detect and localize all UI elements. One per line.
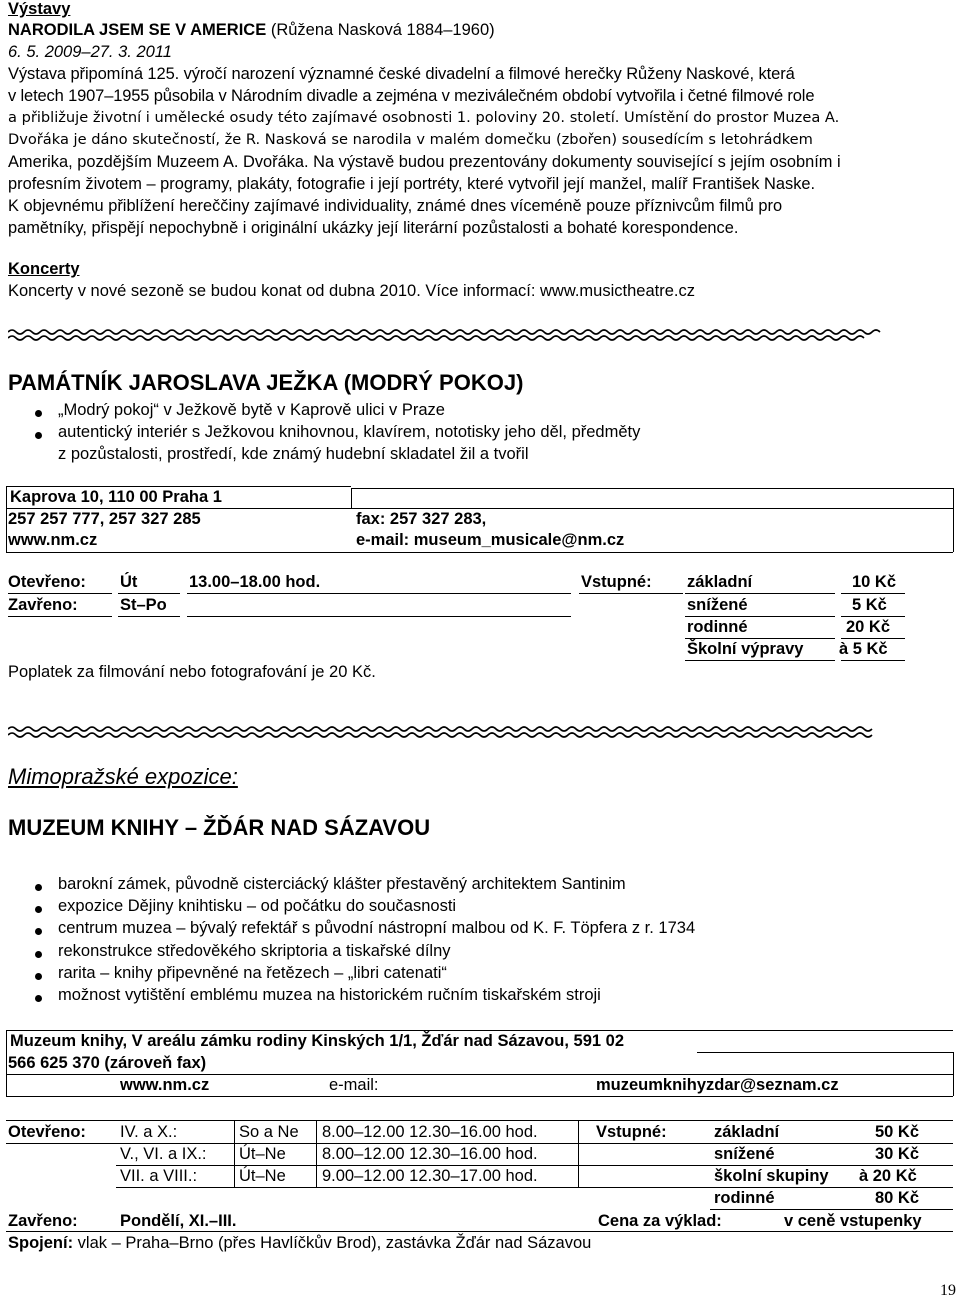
schedule-days: Út–Ne bbox=[239, 1145, 286, 1163]
muzeum-tour-value: v ceně vstupenky bbox=[784, 1212, 922, 1230]
schedule-months: V., VI. a IX.: bbox=[120, 1145, 207, 1163]
jezek-price-type: rodinné bbox=[687, 618, 748, 636]
concerts-text: Koncerty v nové sezoně se budou konat od dubna 2010. Více informací: www.musictheatre.cz bbox=[8, 282, 695, 300]
jezek-email[interactable]: e-mail: museum_musicale@nm.cz bbox=[356, 531, 625, 549]
jezek-closed-label: Zavřeno: bbox=[8, 596, 78, 614]
table-rule bbox=[841, 593, 905, 594]
box-border bbox=[351, 488, 352, 508]
exhibition-text-line-4: Dvořáka je dáno skutečností, že R. Nasková se narodila v malém domečku (zbořen) sousedícím s letohrádkem bbox=[8, 131, 813, 148]
table-rule bbox=[187, 593, 571, 594]
table-rule bbox=[6, 1231, 953, 1232]
exhibition-title bbox=[8, 21, 495, 40]
jezek-film-fee: Poplatek za filmování nebo fotografování je 20 Kč. bbox=[8, 663, 376, 681]
muzeum-bullet-5: rarita – knihy připevněné na řetězech – „libri catenati“ bbox=[58, 964, 447, 982]
jezek-entry-label: Vstupné: bbox=[581, 573, 652, 591]
jezek-price-value: 20 Kč bbox=[846, 618, 891, 636]
muzeum-price-type: snížené bbox=[714, 1145, 775, 1163]
jezek-closed-day: St–Po bbox=[120, 596, 167, 614]
muzeum-price-value: 80 Kč bbox=[875, 1189, 920, 1207]
muzeum-price-type: základní bbox=[714, 1123, 780, 1141]
table-rule bbox=[710, 1209, 953, 1210]
bullet-icon bbox=[35, 432, 42, 439]
table-rule bbox=[8, 616, 112, 617]
muzeum-transport-label: Spojení: bbox=[8, 1234, 74, 1252]
muzeum-tour-label: Cena za výklad: bbox=[598, 1212, 722, 1230]
jezek-price-type: Školní výpravy bbox=[687, 640, 804, 658]
table-rule bbox=[6, 1120, 953, 1121]
box-border bbox=[6, 486, 351, 487]
box-border bbox=[697, 1052, 953, 1053]
wave-divider bbox=[8, 328, 948, 342]
bullet-icon bbox=[35, 884, 42, 891]
jezek-open-time: 13.00–18.00 hod. bbox=[189, 573, 321, 591]
muzeum-phone: 566 625 370 (zároveň fax) bbox=[8, 1054, 207, 1072]
jezek-address: Kaprova 10, 110 00 Praha 1 bbox=[10, 488, 222, 506]
table-rule bbox=[6, 1143, 953, 1144]
muzeum-closed-value: Pondělí, XI.–III. bbox=[120, 1212, 237, 1230]
table-rule bbox=[118, 616, 180, 617]
muzeum-price-value: 30 Kč bbox=[875, 1145, 920, 1163]
exhibition-text-line-1: Výstava připomíná 125. výročí narození významné české divadelní a filmové herečky Růženy Naskové, která bbox=[8, 65, 795, 83]
jezek-open-day: Út bbox=[120, 573, 138, 591]
jezek-price-value: 5 Kč bbox=[852, 596, 887, 614]
muzeum-price-value: à 20 Kč bbox=[859, 1167, 917, 1185]
jezek-phone: 257 257 777, 257 327 285 bbox=[8, 510, 201, 528]
schedule-hours: 9.00–12.00 12.30–17.00 hod. bbox=[322, 1167, 538, 1185]
schedule-months: VII. a VIII.: bbox=[120, 1167, 198, 1185]
table-rule bbox=[685, 660, 835, 661]
jezek-bullet-2: autentický interiér s Ježkovou knihovnou, klavírem, nototisky jeho děl, předměty bbox=[58, 423, 641, 441]
table-rule bbox=[234, 1120, 235, 1187]
table-rule bbox=[841, 616, 905, 617]
box-border bbox=[351, 488, 953, 489]
muzeum-email-label: e-mail: bbox=[329, 1076, 379, 1094]
exhibition-title-bold: NARODILA JSEM SE V AMERICE bbox=[8, 21, 267, 39]
box-border bbox=[6, 486, 7, 552]
page-number: 19 bbox=[940, 1282, 956, 1299]
bullet-icon bbox=[35, 995, 42, 1002]
jezek-price-value: à 5 Kč bbox=[839, 640, 888, 658]
muzeum-address: Muzeum knihy, V areálu zámku rodiny Kinských 1/1, Žďár nad Sázavou, 591 02 bbox=[10, 1032, 625, 1050]
table-rule bbox=[841, 660, 905, 661]
table-rule bbox=[685, 638, 835, 639]
schedule-hours: 8.00–12.00 12.30–16.00 hod. bbox=[322, 1145, 538, 1163]
bullet-icon bbox=[35, 951, 42, 958]
muzeum-transport bbox=[8, 1234, 591, 1253]
table-rule bbox=[841, 638, 905, 639]
box-border bbox=[953, 488, 954, 552]
box-border bbox=[6, 508, 953, 509]
muzeum-bullet-4: rekonstrukce středověkého skriptoria a tiskařské dílny bbox=[58, 942, 451, 960]
muzeum-bullet-6: možnost vytištění emblému muzea na historickém ručním tiskařském stroji bbox=[58, 986, 601, 1004]
jezek-web-link[interactable]: www.nm.cz bbox=[8, 531, 98, 549]
box-border bbox=[6, 1074, 953, 1075]
jezek-open-label: Otevřeno: bbox=[8, 573, 86, 591]
muzeum-bullet-3: centrum muzea – bývalý refektář s původní nástropní malbou od K. F. Töpfera z r. 1734 bbox=[58, 919, 696, 937]
muzeum-web-link[interactable]: www.nm.cz bbox=[120, 1076, 210, 1094]
muzeum-knihy-title: MUZEUM KNIHY – ŽĎÁR NAD SÁZAVOU bbox=[8, 815, 431, 840]
bullet-icon bbox=[35, 410, 42, 417]
muzeum-email[interactable]: muzeumknihyzdar@seznam.cz bbox=[596, 1076, 839, 1094]
exhibition-text-line-8: pamětníky, přispějí nepochybně i originální ukázky její literární pozůstalosti a bohaté korespondence. bbox=[8, 219, 739, 237]
section-heading-vystavy: Výstavy bbox=[8, 0, 71, 18]
exhibition-text-line-3: a přibližuje životní i umělecké osudy této zajímavé osobnosti 1. poloviny 20. století. Umístění do prostor Muzea A. bbox=[8, 109, 840, 126]
jezek-price-type: snížené bbox=[687, 596, 748, 614]
bullet-icon bbox=[35, 906, 42, 913]
table-rule bbox=[187, 616, 571, 617]
jezek-bullet-2-cont: z pozůstalosti, prostředí, kde známý hudební skladatel žil a tvořil bbox=[58, 445, 529, 463]
table-rule bbox=[116, 1165, 953, 1166]
jezek-fax: fax: 257 327 283, bbox=[356, 510, 487, 528]
box-border bbox=[6, 1030, 7, 1096]
box-border bbox=[953, 1052, 954, 1096]
table-rule bbox=[685, 593, 835, 594]
schedule-months: IV. a X.: bbox=[120, 1123, 178, 1141]
muzeum-bullet-1: barokní zámek, původně cisterciácký klášter přestavěný architektem Santinim bbox=[58, 875, 626, 893]
muzeum-closed-label: Zavřeno: bbox=[8, 1212, 78, 1230]
muzeum-entry-label: Vstupné: bbox=[596, 1123, 667, 1141]
muzeum-price-type: školní skupiny bbox=[714, 1167, 829, 1185]
box-border bbox=[6, 1096, 953, 1097]
exhibition-text-line-2: v letech 1907–1955 působila v Národním divadle a zejména v meziválečném období vytvořila i četné filmové role bbox=[8, 87, 815, 105]
muzeum-transport-value: vlak – Praha–Brno (přes Havlíčkův Brod), zastávka Žďár nad Sázavou bbox=[73, 1234, 592, 1252]
schedule-days: So a Ne bbox=[239, 1123, 299, 1141]
exhibition-title-rest: (Růžena Nasková 1884–1960) bbox=[266, 21, 495, 39]
table-rule bbox=[316, 1120, 317, 1187]
bullet-icon bbox=[35, 973, 42, 980]
table-rule bbox=[116, 1187, 953, 1188]
jezek-price-value: 10 Kč bbox=[852, 573, 897, 591]
wave-divider bbox=[8, 725, 948, 739]
table-rule bbox=[579, 593, 683, 594]
table-rule bbox=[578, 1120, 579, 1187]
jezek-bullet-1: „Modrý pokoj“ v Ježkově bytě v Kaprově ulici v Praze bbox=[58, 401, 445, 419]
schedule-days: Út–Ne bbox=[239, 1167, 286, 1185]
exhibition-text-line-5: Amerika, pozdějším Muzeem A. Dvořáka. Na výstavě budou prezentovány dokumenty související s jejím osobním i bbox=[8, 153, 841, 171]
table-rule bbox=[118, 593, 180, 594]
muzeum-open-label: Otevřeno: bbox=[8, 1123, 86, 1141]
exhibition-dates: 6. 5. 2009–27. 3. 2011 bbox=[8, 43, 172, 61]
bullet-icon bbox=[35, 928, 42, 935]
box-border bbox=[6, 1030, 953, 1031]
table-rule bbox=[685, 616, 835, 617]
exhibition-text-line-6: profesním životem – programy, plakáty, fotografie i její portréty, které vytvořil její manžel, malíř František Naske. bbox=[8, 175, 816, 193]
exhibition-text-line-7: K objevnému přiblížení hereččiny zajímavé individuality, známé dnes víceméně pouze příznivcům filmů pro bbox=[8, 197, 783, 215]
section-heading-mimoprazske: Mimopražské expozice: bbox=[8, 764, 238, 789]
schedule-hours: 8.00–12.00 12.30–16.00 hod. bbox=[322, 1123, 538, 1141]
section-heading-koncerty: Koncerty bbox=[8, 260, 80, 278]
jezek-price-type: základní bbox=[687, 573, 753, 591]
muzeum-bullet-2: expozice Dějiny knihtisku – od počátku do současnosti bbox=[58, 897, 457, 915]
table-rule bbox=[8, 593, 112, 594]
muzeum-price-type: rodinné bbox=[714, 1189, 775, 1207]
box-border bbox=[6, 552, 953, 553]
jezek-title: PAMÁTNÍK JAROSLAVA JEŽKA (MODRÝ POKOJ) bbox=[8, 370, 524, 395]
muzeum-price-value: 50 Kč bbox=[875, 1123, 920, 1141]
